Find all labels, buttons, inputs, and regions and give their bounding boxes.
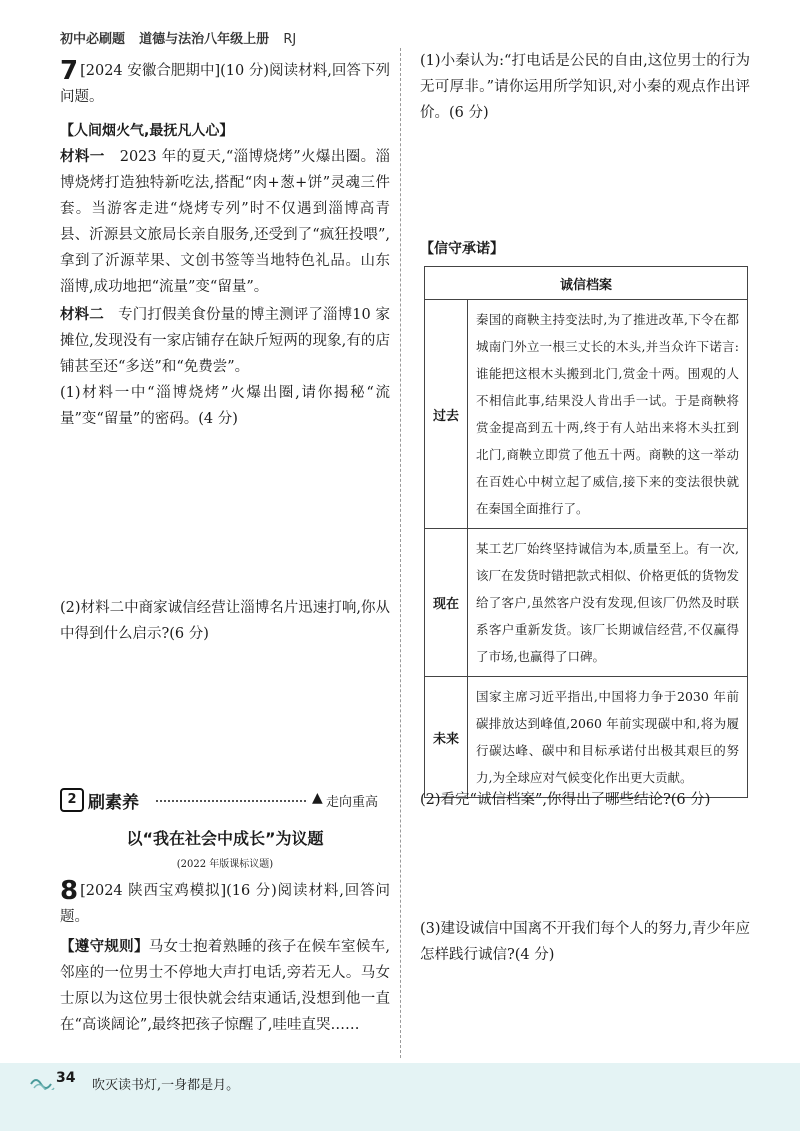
- row-label: 未来: [425, 677, 468, 798]
- m1-label: 材料一: [60, 149, 105, 165]
- m2-text: 专门打假美食份量的博主测评了淄博10 家摊位,发现没有一家店铺存在缺斤短两的现象,有的店铺甚至还“多送”和“免费尝”。: [60, 307, 390, 375]
- q8-section-2: 【信守承诺】: [420, 241, 504, 257]
- subject-title: 道德与法治八年级上册: [139, 32, 270, 47]
- book-title: 初中必刷题: [60, 32, 126, 47]
- q7-intro: [60, 58, 390, 110]
- q8-subquestion-1: (1)小秦认为:“打电话是公民的自由,这位男士的行为无可厚非。”请你运用所学知识,对小秦的观点作出评价。(6 分): [420, 53, 750, 121]
- theme-subtitle: (2022 年版课标议题): [176, 859, 274, 870]
- q7-number: 7: [60, 56, 79, 86]
- table-row: [425, 529, 748, 677]
- row-text: 某工艺厂始终坚持诚信为本,质量至上。有一次,该厂在发货时错把款式相似、价格更低的货物发给了客户,虽然客户没有发现,但该厂仍然及时联系客户重新发货。该厂长期诚信经营,不仅赢得了市场,也赢得了口碑。: [468, 529, 748, 677]
- integrity-archive-table: [424, 266, 748, 798]
- footer-motto: 吹灭读书灯,一身都是月。: [92, 1078, 240, 1093]
- q8-subquestion-3: (3)建设诚信中国离不开我们每个人的努力,青少年应怎样践行诚信?(4 分): [420, 921, 750, 963]
- mountain-icon: ▲: [312, 790, 323, 806]
- row-text: 秦国的商鞅主持变法时,为了推进改革,下令在都城南门外立一根三丈长的木头,并当众许下诺言:谁能把这根木头搬到北门,赏金十两。围观的人不相信此事,结果没人肯出手一试。于是商鞅将赏金提高到五十两,终于有人站出来将木头扛到北门,商鞅立即赏了他五十两。商鞅的这一举动在百姓心中树立起了威信,接下来的变法很快就在秦国全面推行了。: [468, 300, 748, 529]
- page-header: [60, 28, 306, 47]
- row-label: 过去: [425, 300, 468, 529]
- q8-intro-text: [2024 陕西宝鸡模拟](16 分)阅读材料,回答问题。: [60, 883, 390, 925]
- section-band: [60, 786, 390, 814]
- q7-intro-text: [2024 安徽合肥期中](10 分)阅读材料,回答下列问题。: [60, 63, 390, 105]
- band-right-label: 走向重高: [326, 795, 379, 810]
- q8-intro: [60, 878, 390, 930]
- question-7: [60, 58, 390, 432]
- q7-subquestion-2: (2)材料二中商家诚信经营让淄博名片迅速打响,你从中得到什么启示?(6 分): [60, 600, 390, 642]
- q8-subquestion-2: (2)看完“诚信档案”,你得出了哪些结论?(6 分): [420, 792, 711, 808]
- m1-text: 2023 年的夏天,“淄博烧烤”火爆出圈。淄博烧烤打造独特新吃法,搭配“肉+葱+饼”灵魂三件套。当游客走进“烧烤专列”时不仅遇到淄博高青县、沂源县文旅局长亲自服务,还受到了“疯狂投喂”,拿到了沂源苹果、文创书签等当地特色礼品。山东淄博,成功地把“流量”变“留量”。: [60, 149, 391, 295]
- table-row: [425, 300, 748, 529]
- band-icon: 2: [60, 788, 84, 812]
- q8-rule-material: [60, 934, 390, 1038]
- row-label: 现在: [425, 529, 468, 677]
- band-dotted-line: [156, 800, 306, 802]
- theme-title: 以“我在社会中成长”为议题: [126, 829, 324, 848]
- wave-icon: [30, 1072, 56, 1094]
- column-divider: [400, 48, 401, 1058]
- table-row: [425, 677, 748, 798]
- question-8: [60, 878, 390, 1038]
- rule-label: 【遵守规则】: [60, 939, 149, 955]
- band-label: 刷素养: [88, 793, 139, 813]
- q7-subquestion-1: (1)材料一中“淄博烧烤”火爆出圈,请你揭秘“流量”变“留量”的密码。(4 分): [60, 385, 390, 427]
- rule-text: 马女士抱着熟睡的孩子在候车室候车,邻座的一位男士不停地大声打电话,旁若无人。马女士原以为这位男士很快就会结束通话,没想到他一直在“高谈阔论”,最终把孩子惊醒了,哇哇直哭……: [60, 939, 391, 1033]
- q8-number: 8: [60, 876, 79, 906]
- row-text: 国家主席习近平指出,中国将力争于2030 年前碳排放达到峰值,2060 年前实现碳中和,将为履行碳达峰、碳中和目标承诺付出极其艰巨的努力,为全球应对气候变化作出更大贡献。: [468, 677, 748, 798]
- page-number: 34: [56, 1070, 76, 1086]
- q7-section-title: 【人间烟火气,最抚凡人心】: [60, 123, 234, 139]
- m2-label: 材料二: [60, 307, 104, 323]
- edition-label: RJ: [283, 32, 297, 47]
- q7-material-2: [60, 302, 390, 380]
- table-title: 诚信档案: [425, 267, 748, 300]
- q7-material-1: [60, 144, 390, 300]
